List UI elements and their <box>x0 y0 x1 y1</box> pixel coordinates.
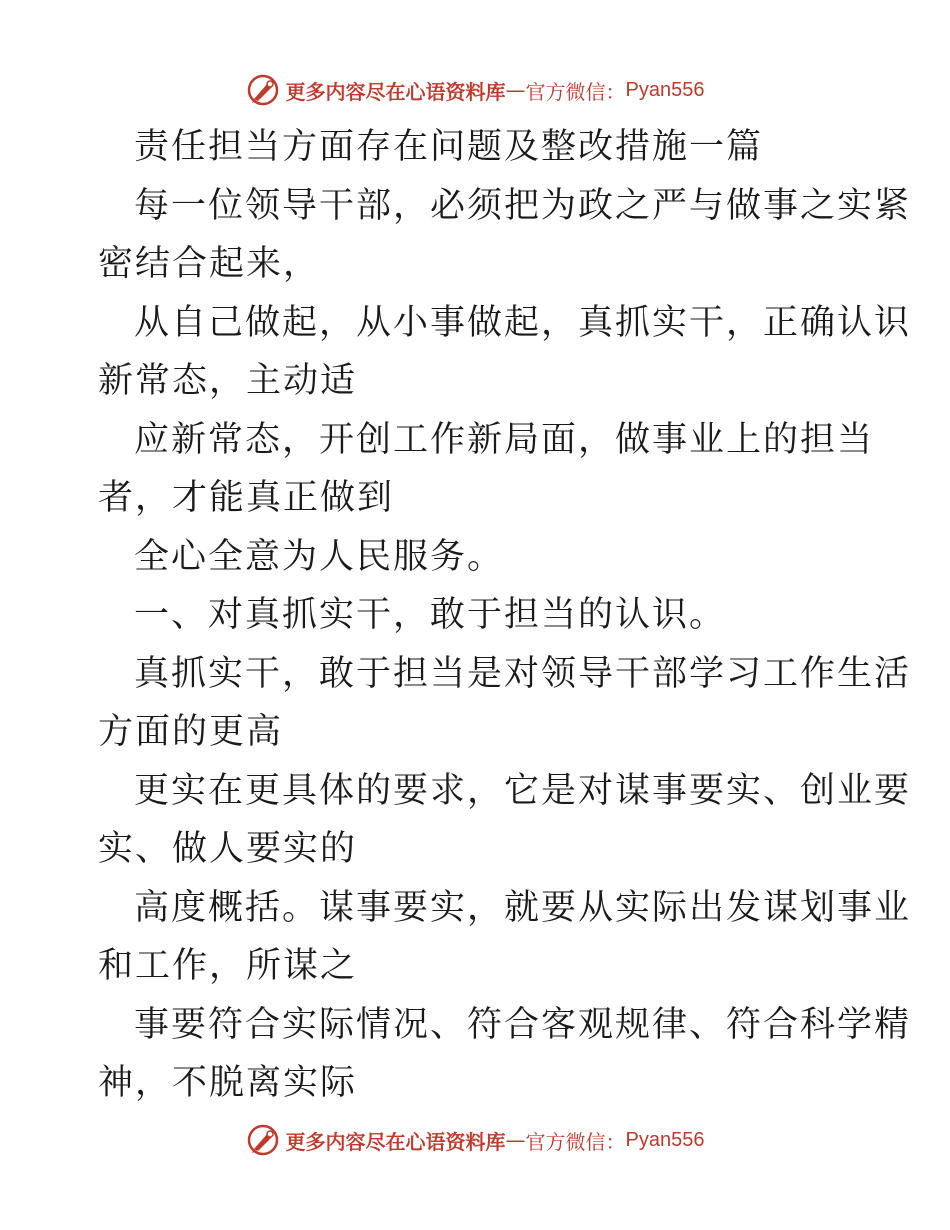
paragraph-line: 每一位领导干部，必须把为政之严与做事之实紧 <box>134 185 912 226</box>
paragraph-line: 应新常态，开创工作新局面，做事业上的担当 <box>134 419 875 460</box>
paragraph-line: 更实在更具体的要求，它是对谋事要实、创业要 <box>134 770 912 811</box>
wechat-id: Pyan556 <box>625 1128 705 1151</box>
site-name: 更多内容尽在心语资料库 <box>285 1129 506 1154</box>
banner-dash: — <box>505 1128 526 1152</box>
document-body <box>98 118 912 1113</box>
paragraph-line: 从自己做起，从小事做起，真抓实干，正确认识 <box>134 302 912 343</box>
paragraph-line: 和工作，所谋之 <box>98 946 358 986</box>
paragraph-line: 真抓实干，敢于担当是对领导干部学习工作生活 <box>134 653 912 694</box>
paragraph-line: 新常态，主动适 <box>98 361 358 401</box>
footer-banner <box>0 1120 950 1160</box>
paragraph-line: 高度概括。谋事要实，就要从实际出发谋划事业 <box>134 887 912 928</box>
section-heading: 一、对真抓实干，敢于担当的认识。 <box>134 595 727 635</box>
banner-dash: — <box>505 78 526 102</box>
wechat-id: Pyan556 <box>625 78 705 101</box>
site-name: 更多内容尽在心语资料库 <box>285 79 506 104</box>
paragraph-line: 神，不脱离实际 <box>98 1063 358 1103</box>
document-title: 责任担当方面存在问题及整改措施一篇 <box>134 127 764 167</box>
paragraph-line: 实、做人要实的 <box>98 829 358 869</box>
header-banner <box>0 70 950 110</box>
paragraph-line: 方面的更高 <box>98 712 284 752</box>
wechat-label: 官方微信： <box>525 79 626 104</box>
paragraph-line: 者，才能真正做到 <box>98 478 395 518</box>
paragraph-line: 事要符合实际情况、符合客观规律、符合科学精 <box>134 1004 912 1045</box>
paragraph-line: 全心全意为人民服务。 <box>134 536 505 577</box>
pen-logo-icon <box>246 73 280 107</box>
wechat-label: 官方微信： <box>525 1129 626 1154</box>
pen-logo-icon <box>246 1123 280 1157</box>
paragraph-line: 密结合起来， <box>98 244 321 284</box>
